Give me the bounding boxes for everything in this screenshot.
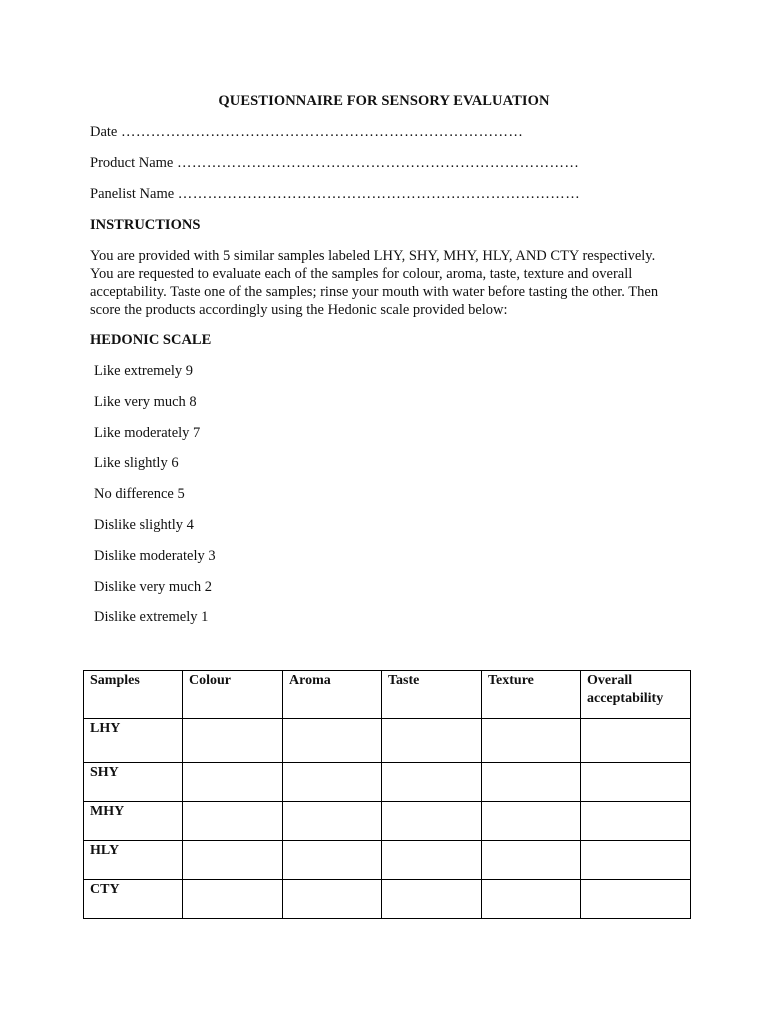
score-cell[interactable]: [382, 802, 482, 841]
header-aroma: Aroma: [283, 671, 382, 719]
product-name-label: Product Name: [90, 155, 174, 171]
score-cell[interactable]: [581, 802, 691, 841]
score-cell[interactable]: [183, 841, 283, 880]
score-cell[interactable]: [183, 763, 283, 802]
score-cell[interactable]: [283, 841, 382, 880]
scale-item: Like extremely 9: [94, 363, 194, 379]
table-header-row: [84, 671, 691, 719]
scale-item: Dislike slightly 4: [94, 516, 194, 533]
sample-label: SHY: [84, 763, 183, 802]
score-cell[interactable]: [382, 719, 482, 763]
score-cell[interactable]: [482, 719, 581, 763]
hedonic-scale-heading: HEDONIC SCALE: [90, 332, 212, 348]
evaluation-table: [83, 670, 691, 919]
scale-item: Dislike very much 2: [94, 578, 212, 595]
score-cell[interactable]: [581, 719, 691, 763]
instructions-text: You are provided with 5 similar samples labeled LHY, SHY, MHY, HLY, AND CTY respectively. You are requested to evaluate each of the samples for colour, aroma, taste, texture and overall acceptability. Taste one of the samples; rinse your mouth with water before tasting the other. Then score the products accordingly using the Hedonic scale provided below:: [90, 248, 659, 318]
sample-label: MHY: [84, 802, 183, 841]
header-taste: Taste: [382, 671, 482, 719]
document-title: QUESTIONNAIRE FOR SENSORY EVALUATION: [218, 93, 550, 109]
table-row: [84, 841, 691, 880]
score-cell[interactable]: [482, 841, 581, 880]
score-cell[interactable]: [283, 719, 382, 763]
score-cell[interactable]: [382, 880, 482, 919]
score-cell[interactable]: [183, 802, 283, 841]
table-row: [84, 763, 691, 802]
score-cell[interactable]: [382, 763, 482, 802]
header-texture: Texture: [482, 671, 581, 719]
date-label: Date: [90, 124, 118, 140]
header-samples: Samples: [84, 671, 183, 719]
table-row: [84, 719, 691, 763]
score-cell[interactable]: [581, 841, 691, 880]
scale-item: No difference 5: [94, 486, 185, 503]
header-colour: Colour: [183, 671, 283, 719]
sample-label: HLY: [84, 841, 183, 880]
table-row: [84, 802, 691, 841]
panelist-name-label: Panelist Name: [90, 186, 175, 202]
panelist-name-blank: ………………………………………………………………………: [177, 186, 581, 202]
score-cell[interactable]: [283, 880, 382, 919]
scale-item: Like very much 8: [94, 393, 197, 410]
score-cell[interactable]: [581, 763, 691, 802]
scale-item: Dislike moderately 3: [94, 547, 216, 564]
scale-item: Dislike extremely 1: [94, 609, 209, 626]
date-blank: ………………………………………………………………………: [121, 124, 524, 140]
score-cell[interactable]: [382, 841, 482, 880]
score-cell[interactable]: [283, 802, 382, 841]
sample-label: CTY: [84, 880, 183, 919]
panelist-name-field: [90, 186, 580, 203]
score-cell[interactable]: [482, 880, 581, 919]
scale-item: Like moderately 7: [94, 424, 201, 441]
date-field: [90, 124, 523, 141]
scale-item: Like slightly 6: [94, 455, 179, 472]
product-name-blank: ………………………………………………………………………: [176, 155, 580, 171]
score-cell[interactable]: [283, 763, 382, 802]
score-cell[interactable]: [482, 802, 581, 841]
score-cell[interactable]: [183, 880, 283, 919]
header-overall-acceptability: Overall acceptability: [581, 671, 691, 719]
score-cell[interactable]: [581, 880, 691, 919]
sample-label: LHY: [84, 719, 183, 763]
hedonic-scale-list: [94, 362, 216, 639]
score-cell[interactable]: [482, 763, 581, 802]
product-name-field: [90, 155, 579, 172]
score-cell[interactable]: [183, 719, 283, 763]
table-row: [84, 880, 691, 919]
instructions-heading: INSTRUCTIONS: [90, 217, 201, 233]
